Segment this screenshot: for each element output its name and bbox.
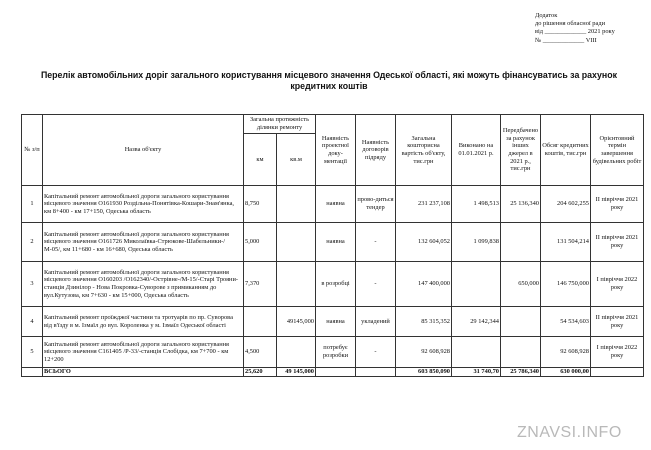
row-sqm bbox=[277, 186, 316, 223]
row-contract: укладений bbox=[356, 307, 396, 337]
row-project-docs: в розробці bbox=[316, 262, 356, 307]
row-km: 8,750 bbox=[244, 186, 277, 223]
document-title: Перелік автомобільних доріг загального користування місцевого значення Одеської області, які можуть фінансуватись за рахунок кредитних коштів bbox=[40, 70, 618, 91]
header-num: № з/п bbox=[22, 115, 43, 186]
row-sqm: 49145,000 bbox=[277, 307, 316, 337]
total-cost: 603 850,090 bbox=[396, 368, 452, 377]
row-credit: 146 750,000 bbox=[541, 262, 591, 307]
row-total-cost: 231 237,108 bbox=[396, 186, 452, 223]
row-planned bbox=[501, 307, 541, 337]
row-term: І півріччя 2022 року bbox=[591, 337, 644, 368]
annex-line-4: № _____________ VIII bbox=[535, 36, 597, 44]
header-object: Назва об'єкту bbox=[43, 115, 244, 186]
row-planned: 650,000 bbox=[501, 262, 541, 307]
row-credit: 204 602,255 bbox=[541, 186, 591, 223]
row-total-cost: 147 400,000 bbox=[396, 262, 452, 307]
row-km bbox=[244, 307, 277, 337]
row-num: 4 bbox=[22, 307, 43, 337]
row-term: ІІ півріччя 2021 року bbox=[591, 307, 644, 337]
header-length-group: Загальна протяжність ділянки ремонту bbox=[244, 115, 316, 134]
row-object: Капітальний ремонт автомобільної дороги загального користування місцевого значення С161405 /Р-33/-станція Слобідка, км 7+700 - км 12+200 bbox=[43, 337, 244, 368]
total-label: ВСЬОГО bbox=[43, 368, 244, 377]
roads-table bbox=[21, 114, 644, 377]
row-total-cost: 85 315,352 bbox=[396, 307, 452, 337]
row-object: Капітальний ремонт автомобільної дороги загального користування місцевого значення О161930 Роздільна-Понятівка-Кошари-Знам'янка, км 8+400 - км 17+150, Одеська область bbox=[43, 186, 244, 223]
row-total-cost: 132 604,052 bbox=[396, 223, 452, 262]
row-object: Капітальний ремонт проїжджої частини та тротуарів по пр. Суворова від в'їзду в м. Ізмаїл до вул. Короленка у м. Ізмаїл Одеської області bbox=[43, 307, 244, 337]
row-object: Капітальний ремонт автомобільної дороги загального користування місцевого значення О160203 /О162340/-Острівне-/М-15/-Старі Трояни-станція Дзинілор - Нова Покровка-Суворове з примиканням до вул.Кутузова, км 7+630 - км 15+000, Одеська область bbox=[43, 262, 244, 307]
row-term: ІІ півріччя 2021 року bbox=[591, 186, 644, 223]
row-project-docs: наявна bbox=[316, 186, 356, 223]
row-km: 7,370 bbox=[244, 262, 277, 307]
row-term: І півріччя 2022 року bbox=[591, 262, 644, 307]
total-credit: 630 000,00 bbox=[541, 368, 591, 377]
table-row bbox=[22, 223, 644, 262]
total-row bbox=[22, 368, 644, 377]
header-planned: Передбачено за рахунок інших джерел в 2021 р., тис.грн bbox=[501, 115, 541, 186]
row-planned bbox=[501, 337, 541, 368]
row-contract: - bbox=[356, 337, 396, 368]
total-km: 25,620 bbox=[244, 368, 277, 377]
row-object: Капітальний ремонт автомобільної дороги загального користування місцевого значення О161726 Миколаївка-Стрюкове-Шабельники-/М-05/, км 11+680 - км 16+680, Одеська область bbox=[43, 223, 244, 262]
header-credit: Обсяг кредитних коштів, тис.грн bbox=[541, 115, 591, 186]
row-num: 3 bbox=[22, 262, 43, 307]
row-credit: 54 534,603 bbox=[541, 307, 591, 337]
row-done: 1 099,838 bbox=[452, 223, 501, 262]
annex-line-3: від _____________ 2021 року bbox=[535, 28, 615, 36]
row-num: 1 bbox=[22, 186, 43, 223]
table-row bbox=[22, 186, 644, 223]
header-sqm: кв.м bbox=[277, 134, 316, 186]
annex-line-2: до рішення обласної ради bbox=[535, 20, 605, 28]
row-done bbox=[452, 337, 501, 368]
row-num: 5 bbox=[22, 337, 43, 368]
header-km: км bbox=[244, 134, 277, 186]
row-term: ІІ півріччя 2021 року bbox=[591, 223, 644, 262]
row-contract: - bbox=[356, 223, 396, 262]
row-project-docs: наявна bbox=[316, 307, 356, 337]
annex-block bbox=[535, 12, 615, 45]
total-planned: 25 786,340 bbox=[501, 368, 541, 377]
row-done: 29 142,344 bbox=[452, 307, 501, 337]
row-planned: 25 136,340 bbox=[501, 186, 541, 223]
row-km: 5,000 bbox=[244, 223, 277, 262]
row-done: 1 498,513 bbox=[452, 186, 501, 223]
row-planned bbox=[501, 223, 541, 262]
annex-line-1: Додаток bbox=[535, 12, 558, 19]
table-row bbox=[22, 262, 644, 307]
table-row bbox=[22, 307, 644, 337]
row-sqm bbox=[277, 337, 316, 368]
row-contract: - bbox=[356, 262, 396, 307]
row-km: 4,500 bbox=[244, 337, 277, 368]
row-total-cost: 92 608,928 bbox=[396, 337, 452, 368]
row-sqm bbox=[277, 223, 316, 262]
site-watermark: ZNAVSI.INFO bbox=[517, 424, 622, 441]
row-num: 2 bbox=[22, 223, 43, 262]
row-credit: 92 608,928 bbox=[541, 337, 591, 368]
row-sqm bbox=[277, 262, 316, 307]
header-project-docs: Наявність проектної доку-ментації bbox=[316, 115, 356, 186]
header-term: Орієнтовний термін завершення будівельних робіт bbox=[591, 115, 644, 186]
row-contract: прово-диться тендер bbox=[356, 186, 396, 223]
total-done: 31 740,70 bbox=[452, 368, 501, 377]
header-done: Виконано на 01.01.2021 р. bbox=[452, 115, 501, 186]
header-total-cost: Загальна кошторисна вартість об'єкту, тис.грн bbox=[396, 115, 452, 186]
header-contract: Наявність договорів підряду bbox=[356, 115, 396, 186]
row-project-docs: наявна bbox=[316, 223, 356, 262]
row-done bbox=[452, 262, 501, 307]
row-credit: 131 504,214 bbox=[541, 223, 591, 262]
row-project-docs: потребує розробки bbox=[316, 337, 356, 368]
table-row bbox=[22, 337, 644, 368]
total-sqm: 49 145,000 bbox=[277, 368, 316, 377]
